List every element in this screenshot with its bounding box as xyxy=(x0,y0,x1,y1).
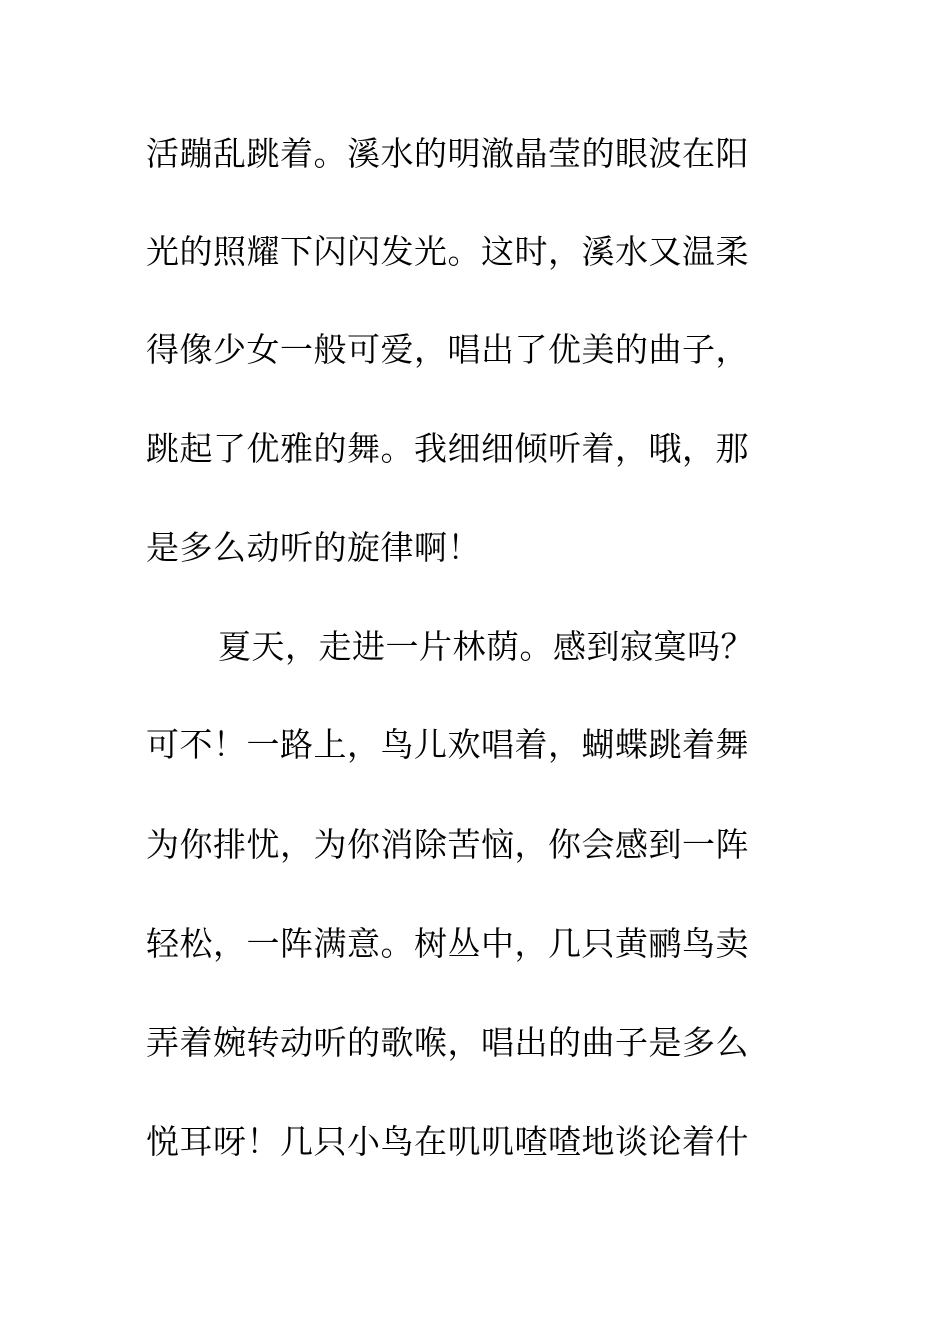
text-line: 光的照耀下闪闪发光。这时，溪水又温柔 xyxy=(146,232,749,271)
text-line: 得像少女一般可爱，唱出了优美的曲子， xyxy=(146,330,749,369)
text-line: 是多么动听的旋律啊！ xyxy=(146,528,481,567)
paragraph-first-line: 夏天，走进一片林荫。感到寂寞吗？ xyxy=(218,627,754,666)
text-line: 悦耳呀！几只小鸟在叽叽喳喳地谈论着什 xyxy=(146,1122,749,1161)
text-line: 跳起了优雅的舞。我细细倾听着，哦，那 xyxy=(146,429,749,468)
text-line: 弄着婉转动听的歌喉，唱出的曲子是多么 xyxy=(146,1023,749,1062)
text-line: 为你排忧，为你消除苦恼，你会感到一阵 xyxy=(146,825,749,864)
text-line: 可不！一路上，鸟儿欢唱着，蝴蝶跳着舞 xyxy=(146,725,749,764)
text-line: 活蹦乱跳着。溪水的明澈晶莹的眼波在阳 xyxy=(146,134,749,173)
text-line: 轻松，一阵满意。树丛中，几只黄鹂鸟卖 xyxy=(146,924,749,963)
